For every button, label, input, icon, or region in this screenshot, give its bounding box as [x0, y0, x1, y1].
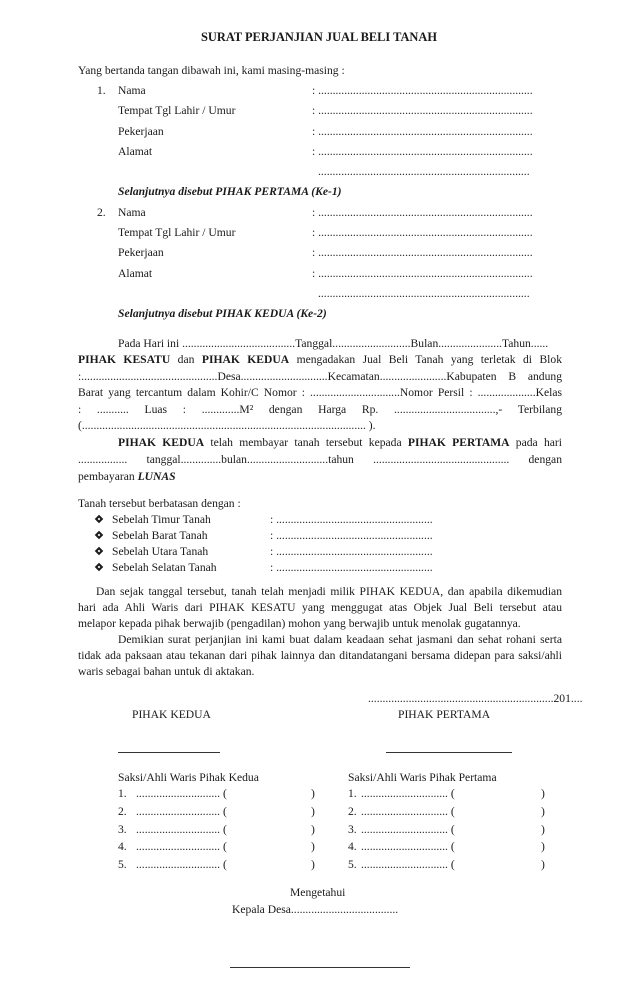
boundary-east-value: : ......................................................: [270, 513, 433, 526]
payer-label: PIHAK KEDUA: [118, 436, 205, 449]
payment-status-line: [78, 470, 176, 483]
witness-left-entry: ............................. (: [136, 823, 227, 836]
diamond-bullet-icon: [95, 531, 103, 539]
party-kedua-label: PIHAK KEDUA: [201, 353, 290, 366]
diamond-bullet-icon: [95, 515, 103, 523]
closing-paragraph-1-line-3: melapor kepada pihak berwajib (pengadilan) mohon yang berwajib untuk menolak gugatannya.: [78, 617, 521, 630]
witness-right-close-paren: ): [541, 823, 545, 836]
pihak-pertama-signature-label: PIHAK PERTAMA: [398, 708, 491, 721]
pihak-kedua-signature-line: [118, 752, 220, 753]
pihak-pertama-signature-line: [386, 752, 512, 753]
closing-paragraph-2-line-3: waris sebagai bahan untuk di aktakan.: [78, 665, 255, 678]
witness-left-number: 5.: [118, 858, 127, 871]
witness-left-entry: ............................. (: [136, 858, 227, 871]
witness-right-number: 1.: [348, 787, 357, 800]
place-date-line: ................................................................201....: [368, 692, 583, 705]
village-head-signature-line: [230, 967, 410, 968]
payment-line: [118, 436, 562, 449]
witness-right-entry: .............................. (: [361, 805, 455, 818]
party-one-birth-label: Tempat Tgl Lahir / Umur: [118, 104, 236, 117]
party-two-designation: Selanjutnya disebut PIHAK KEDUA (Ke-2): [118, 307, 327, 320]
party-two-birth-value: : ..........................................................................: [312, 226, 533, 239]
acknowledge-heading: Mengetahui: [290, 886, 346, 899]
boundary-label: Sebelah Barat Tanah: [112, 529, 208, 542]
boundary-north-value: : ......................................................: [270, 545, 433, 558]
witness-right-number: 5.: [348, 858, 357, 871]
witness-right-number: 3.: [348, 823, 357, 836]
witness-left-close-paren: ): [311, 840, 315, 853]
agreement-parties-line: [78, 353, 562, 366]
boundary-south: [96, 561, 217, 574]
party-one-name-value: : ..........................................................................: [312, 84, 533, 97]
party-two-name-value: : ..........................................................................: [312, 206, 533, 219]
agreement-terbilang-line: (.................................................................................................. ).: [78, 419, 376, 432]
party-two-name-label: Nama: [118, 206, 146, 219]
party-two-job-value: : ..........................................................................: [312, 246, 533, 259]
party-one-designation: Selanjutnya disebut PIHAK PERTAMA (Ke-1): [118, 185, 342, 198]
payee-label: PIHAK PERTAMA: [407, 436, 510, 449]
party-kesatu-label: PIHAK KESATU: [78, 353, 171, 366]
agreement-kohir-line: Barat yang tercantum dalam Kohir/C Nomor : ...............................Nomor Persil : ....................Kelas: [78, 386, 562, 399]
party-two-address-continuation: .........................................................................: [318, 287, 530, 300]
party-one-name-label: Nama: [118, 84, 146, 97]
witness-right-close-paren: ): [541, 787, 545, 800]
witness-left-close-paren: ): [311, 805, 315, 818]
party-one-address-label: Alamat: [118, 145, 153, 158]
party-two-address-label: Alamat: [118, 267, 153, 280]
witness-left-number: 4.: [118, 840, 127, 853]
party-one-address-value: : ..........................................................................: [312, 145, 533, 158]
agreement-area-price-line: : ........... Luas : .............M² dengan Harga Rp. ...................................,- Terbilang: [78, 403, 562, 416]
witness-left-entry: ............................. (: [136, 787, 227, 800]
document-title: SURAT PERJANJIAN JUAL BELI TANAH: [201, 30, 437, 44]
connector-text: dan: [170, 353, 202, 366]
witness-right-close-paren: ): [541, 840, 545, 853]
closing-paragraph-1-line-1: Dan sejak tanggal tersebut, tanah telah menjadi milik PIHAK KEDUA, dan apabila dikemudian: [96, 585, 562, 598]
agreement-location-line: :...............................................Desa..............................Kecamatan.......................Kabupaten B andung: [78, 370, 562, 383]
witness-left-close-paren: ): [311, 787, 315, 800]
party-two-number: 2.: [97, 206, 106, 219]
witness-right-entry: .............................. (: [361, 823, 455, 836]
diamond-bullet-icon: [95, 547, 103, 555]
intro-text: Yang bertanda tangan dibawah ini, kami masing-masing :: [78, 64, 345, 77]
witness-right-close-paren: ): [541, 805, 545, 818]
witness-left-heading: Saksi/Ahli Waris Pihak Kedua: [118, 771, 259, 784]
party-one-job-label: Pekerjaan: [118, 125, 164, 138]
village-head-label: Kepala Desa.....................................: [232, 903, 399, 916]
payment-status-prefix: pembayaran: [78, 470, 138, 483]
closing-paragraph-2-line-2: tidak ada paksaan atau tekanan dari pihak lainnya dan ditandatangani bersama didepan para saksi/ahli: [78, 649, 562, 662]
witness-right-number: 4.: [348, 840, 357, 853]
boundary-west-value: : ......................................................: [270, 529, 433, 542]
witness-left-close-paren: ): [311, 823, 315, 836]
witness-left-entry: ............................. (: [136, 840, 227, 853]
party-two-birth-label: Tempat Tgl Lahir / Umur: [118, 226, 236, 239]
witness-right-entry: .............................. (: [361, 787, 455, 800]
witness-right-close-paren: ): [541, 858, 545, 871]
agreement-parties-rest: mengadakan Jual Beli Tanah yang terletak di Blok: [289, 353, 562, 366]
boundary-west: [96, 529, 208, 542]
boundary-south-value: : ......................................................: [270, 561, 433, 574]
witness-left-number: 2.: [118, 805, 127, 818]
party-two-job-label: Pekerjaan: [118, 246, 164, 259]
boundary-east: [96, 513, 211, 526]
party-two-address-value: : ..........................................................................: [312, 267, 533, 280]
boundary-label: Sebelah Timur Tanah: [112, 513, 211, 526]
agreement-date-line: Pada Hari ini .......................................Tanggal...........................Bulan......................Tahun......: [118, 337, 549, 350]
witness-left-close-paren: ): [311, 858, 315, 871]
witness-left-number: 1.: [118, 787, 127, 800]
boundary-label: Sebelah Selatan Tanah: [112, 561, 217, 574]
party-one-number: 1.: [97, 84, 106, 97]
boundaries-heading: Tanah tersebut berbatasan dengan :: [78, 497, 241, 510]
witness-left-entry: ............................. (: [136, 805, 227, 818]
party-one-address-continuation: .........................................................................: [318, 165, 530, 178]
witness-right-heading: Saksi/Ahli Waris Pihak Pertama: [348, 771, 497, 784]
payment-status-lunas: LUNAS: [137, 470, 176, 483]
witness-right-entry: .............................. (: [361, 858, 455, 871]
payment-date-line: ................. tanggal..............bulan............................tahun ............................................... dengan: [78, 453, 562, 466]
diamond-bullet-icon: [95, 563, 103, 571]
witness-right-number: 2.: [348, 805, 357, 818]
payment-day-text: pada hari: [509, 436, 562, 449]
payment-text: telah membayar tanah tersebut kepada: [204, 436, 408, 449]
closing-paragraph-1-line-2: hari ada Ahli Waris dari PIHAK KESATU yang menggugat atas Objek Jual Beli tersebut atau: [78, 601, 562, 614]
party-one-birth-value: : ..........................................................................: [312, 104, 533, 117]
pihak-kedua-signature-label: PIHAK KEDUA: [132, 708, 211, 721]
witness-right-entry: .............................. (: [361, 840, 455, 853]
witness-left-number: 3.: [118, 823, 127, 836]
closing-paragraph-2-line-1: Demikian surat perjanjian ini kami buat dalam keadaan sehat jasmani dan sehat rohani serta: [118, 633, 562, 646]
boundary-label: Sebelah Utara Tanah: [112, 545, 209, 558]
party-one-job-value: : ..........................................................................: [312, 125, 533, 138]
boundary-north: [96, 545, 208, 558]
